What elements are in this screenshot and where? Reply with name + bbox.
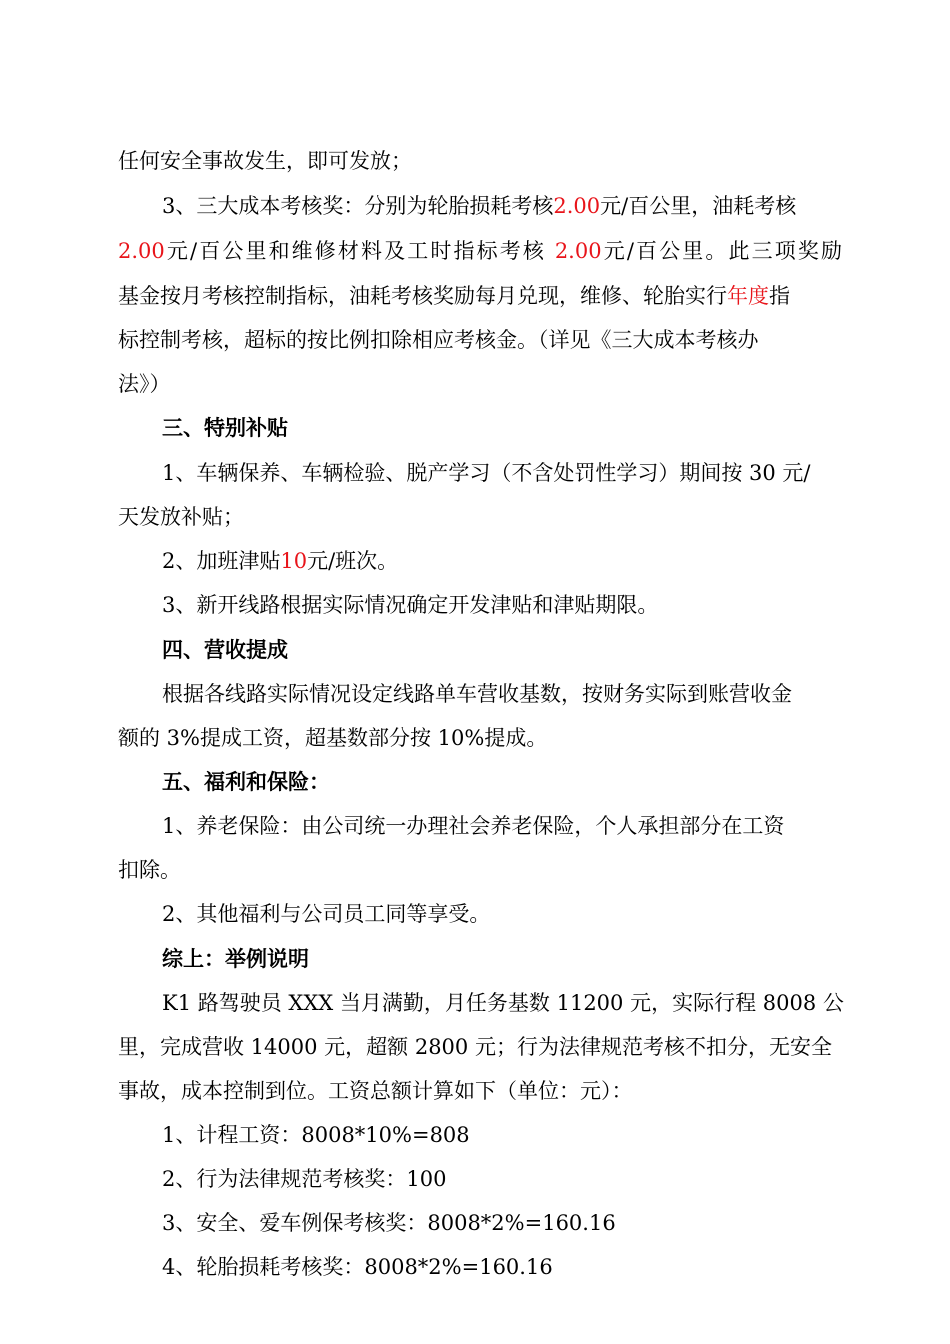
- highlight-amount: 10: [280, 549, 308, 573]
- paragraph-line: 里，完成营收 14000 元，超额 2800 元；行为法律规范考核不扣分，无安全: [118, 1035, 832, 1059]
- calc-item: 2、行为法律规范考核奖：100: [162, 1167, 447, 1191]
- paragraph-line: 天发放补贴；: [118, 505, 244, 529]
- paragraph-line: 事故，成本控制到位。工资总额计算如下（单位：元）：: [118, 1079, 633, 1103]
- highlight-amount: 2.00: [118, 239, 165, 263]
- paragraph-line: 根据各线路实际情况设定线路单车营收基数，按财务实际到账营收金: [162, 682, 792, 706]
- paragraph-line: 2、其他福利与公司员工同等享受。: [162, 902, 491, 926]
- section-heading: 三、特别补贴: [162, 415, 288, 440]
- paragraph-line: 任何安全事故发生，即可发放；: [118, 149, 412, 173]
- paragraph-line: 法》）: [118, 372, 171, 396]
- section-heading: 五、福利和保险：: [162, 769, 330, 794]
- paragraph-line: 扣除。: [118, 858, 181, 882]
- paragraph-line: 额的 3%提成工资，超基数部分按 10%提成。: [118, 726, 548, 750]
- text-span: 元/百公里，油耗考核: [600, 194, 797, 218]
- text-span: 指: [769, 284, 790, 308]
- text-span: 元/班次。: [307, 549, 399, 573]
- calc-item: 1、计程工资：8008*10%=808: [162, 1123, 470, 1147]
- text-span: 元/百公里和维修材料及工时指标考核: [164, 239, 547, 263]
- section-heading: 综上：举例说明: [162, 946, 309, 971]
- paragraph-line: 3、新开线路根据实际情况确定开发津贴和津贴期限。: [162, 593, 659, 617]
- text-span: 元/百公里。此三项奖励: [601, 239, 842, 263]
- cost-bonus-line: [162, 191, 842, 221]
- paragraph-line: 1、养老保险：由公司统一办理社会养老保险，个人承担部分在工资: [162, 814, 785, 838]
- text-span: 基金按月考核控制指标，油耗考核奖励每月兑现，维修、轮胎实行: [118, 284, 727, 308]
- overtime-line: [162, 546, 842, 576]
- highlight-term: 年度: [727, 284, 769, 308]
- text-span: 3、三大成本考核奖：分别为轮胎损耗考核: [162, 194, 554, 218]
- calc-item: 3、安全、爱车例保考核奖：8008*2%=160.16: [162, 1211, 616, 1235]
- paragraph-line: [118, 281, 842, 311]
- text-span: 2、加班津贴: [162, 549, 281, 573]
- paragraph-line: K1 路驾驶员 XXX 当月满勤，月任务基数 11200 元，实际行程 8008 公: [162, 991, 844, 1015]
- paragraph-line: 标控制考核，超标的按比例扣除相应考核金。（详见《三大成本考核办: [118, 328, 759, 352]
- highlight-amount: 2.00: [554, 239, 602, 263]
- highlight-amount: 2.00: [553, 194, 601, 218]
- paragraph-line: [118, 236, 842, 266]
- paragraph-line: 1、车辆保养、车辆检验、脱产学习（不含处罚性学习）期间按 30 元/: [162, 461, 811, 485]
- section-heading: 四、营收提成: [162, 637, 288, 662]
- calc-item: 4、轮胎损耗考核奖：8008*2%=160.16: [162, 1255, 553, 1279]
